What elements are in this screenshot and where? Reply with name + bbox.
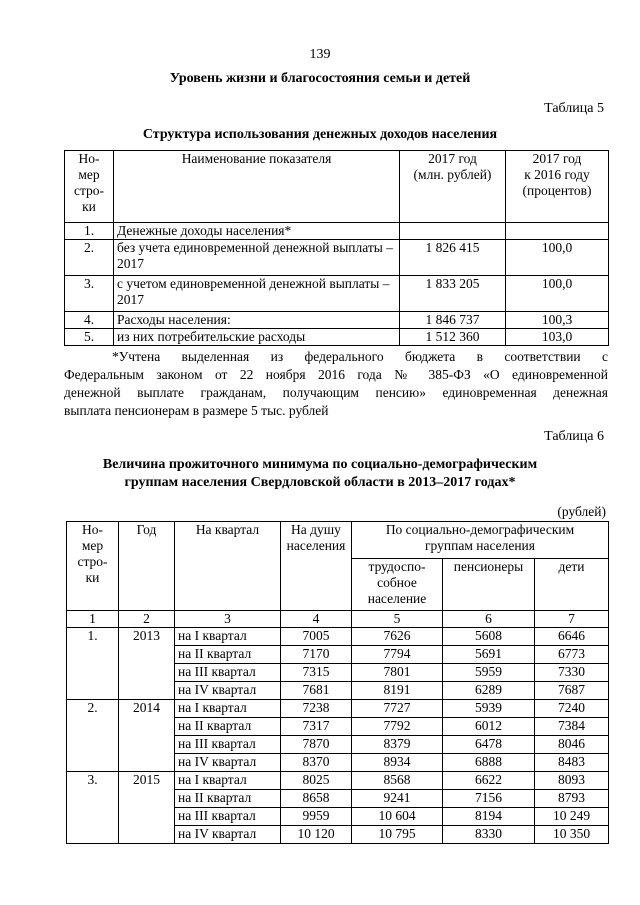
- table5-cell-value: 1 846 737: [400, 312, 506, 329]
- footnote-line: денежной выплате гражданам, получающим пенсию» единовременная денежная: [64, 385, 608, 400]
- table6-cell-per-capita: 10 120: [281, 826, 352, 844]
- table5-header-row: [65, 151, 609, 223]
- table5-cell-value: [400, 223, 506, 240]
- table5-title: Структура использования денежных доходов населения: [142, 127, 498, 142]
- colnum-cell: 5: [352, 611, 443, 628]
- table6-cell-per-capita: 7317: [281, 718, 352, 736]
- table6-header-groups: По социально-демографическим группам населения: [352, 522, 609, 559]
- table5-cell-num: 5.: [65, 329, 114, 346]
- table6-cell-num: 2.: [67, 700, 119, 772]
- table6-cell-children: 7687: [535, 682, 609, 700]
- colnum-cell: 1: [67, 611, 119, 628]
- table6-header-row1: [67, 522, 609, 559]
- table6-cell-per-capita: 7238: [281, 700, 352, 718]
- colnum-cell: 3: [175, 611, 281, 628]
- table5-row: [65, 240, 609, 276]
- table6-cell-children: 6646: [535, 628, 609, 646]
- table5-header-name: Наименование показателя: [114, 151, 400, 223]
- table6-cell-quarter: на IV квартал: [175, 682, 281, 700]
- table6-cell-pensioners: 8194: [443, 808, 535, 826]
- table5-row: [65, 312, 609, 329]
- table6-cell-pensioners: 6888: [443, 754, 535, 772]
- table6-cell-working: 8934: [352, 754, 443, 772]
- table5-cell-num: 3.: [65, 276, 114, 312]
- table6-cell-quarter: на II квартал: [175, 646, 281, 664]
- table6-header-working: трудоспо- собное население: [352, 559, 443, 611]
- table6-cell-working: 9241: [352, 790, 443, 808]
- table5-cell-percent: [506, 223, 609, 240]
- table5-row: [65, 276, 609, 312]
- table6-cell-pensioners: 6289: [443, 682, 535, 700]
- table5-cell-value: 1 826 415: [400, 240, 506, 276]
- table6-header-year: Год: [119, 522, 175, 611]
- table6-cell-per-capita: 9959: [281, 808, 352, 826]
- footnote-line: *Учтена выделенная из федерального бюджета в соответствии с: [112, 349, 608, 364]
- table6-cell-year: 2015: [119, 772, 175, 844]
- table6-cell-pensioners: 7156: [443, 790, 535, 808]
- table6-cell-working: 7727: [352, 700, 443, 718]
- table5-cell-name: из них потребительские расходы: [114, 329, 400, 346]
- table6-cell-quarter: на IV квартал: [175, 826, 281, 844]
- table5-footnote: [64, 348, 608, 420]
- table6-cell-children: 10 350: [535, 826, 609, 844]
- table6-cell-pensioners: 6478: [443, 736, 535, 754]
- table6-cell-children: 6773: [535, 646, 609, 664]
- table6-cell-children: 7384: [535, 718, 609, 736]
- table6-cell-pensioners: 5691: [443, 646, 535, 664]
- footnote-line: Федеральным законом от 22 ноября 2016 года № 385-ФЗ «О единовременной: [64, 367, 608, 382]
- table6-cell-working: 8191: [352, 682, 443, 700]
- table6-cell-quarter: на IV квартал: [175, 754, 281, 772]
- table5-cell-num: 2.: [65, 240, 114, 276]
- table6-cell-per-capita: 7005: [281, 628, 352, 646]
- table6-header-quarter: На квартал: [175, 522, 281, 611]
- table6-header-children: дети: [535, 559, 609, 611]
- table6-cell-children: 8046: [535, 736, 609, 754]
- table6-cell-per-capita: 8025: [281, 772, 352, 790]
- table5-header-col2: 2017 год к 2016 году (процентов): [506, 151, 609, 223]
- table6-row: [67, 700, 609, 718]
- table5: [64, 150, 609, 346]
- table6-header-num: Но- мер стро- ки: [67, 522, 119, 611]
- table5-row: [65, 329, 609, 346]
- table6-row: [67, 772, 609, 790]
- table6-cell-per-capita: 7170: [281, 646, 352, 664]
- table6-cell-quarter: на I квартал: [175, 628, 281, 646]
- colnum-cell: 7: [535, 611, 609, 628]
- table5-cell-value: 1 512 360: [400, 329, 506, 346]
- table6-title-line1: Величина прожиточного минимума по социально-демографическим: [102, 457, 538, 472]
- table6-cell-children: 8483: [535, 754, 609, 772]
- table5-cell-name: без учета единовременной денежной выплаты – 2017: [114, 240, 400, 276]
- table5-cell-percent: 100,3: [506, 312, 609, 329]
- table6-cell-quarter: на II квартал: [175, 718, 281, 736]
- table6-cell-num: 1.: [67, 628, 119, 700]
- table6-cell-working: 7801: [352, 664, 443, 682]
- table6-cell-pensioners: 5959: [443, 664, 535, 682]
- table6-cell-quarter: на I квартал: [175, 772, 281, 790]
- table6-colnum-row: [67, 611, 609, 628]
- table6-cell-working: 10 604: [352, 808, 443, 826]
- table6-cell-working: 7794: [352, 646, 443, 664]
- colnum-cell: 4: [281, 611, 352, 628]
- table5-cell-num: 1.: [65, 223, 114, 240]
- table5-cell-num: 4.: [65, 312, 114, 329]
- table6-cell-per-capita: 8370: [281, 754, 352, 772]
- table6-label: Таблица 6: [544, 429, 604, 444]
- table6-title-line2: группам населения Свердловской области в 2013–2017 годах*: [124, 475, 516, 490]
- table6-cell-children: 8793: [535, 790, 609, 808]
- table5-label: Таблица 5: [544, 101, 604, 116]
- table5-cell-name: Денежные доходы населения*: [114, 223, 400, 240]
- table6-header-per-capita: На душу населения: [281, 522, 352, 611]
- table6-cell-children: 7240: [535, 700, 609, 718]
- table6-cell-year: 2013: [119, 628, 175, 700]
- table6-cell-per-capita: 7315: [281, 664, 352, 682]
- table5-cell-name: Расходы населения:: [114, 312, 400, 329]
- table6-cell-per-capita: 7681: [281, 682, 352, 700]
- table5-header-num: Но- мер стро- ки: [65, 151, 114, 223]
- table6-cell-children: 8093: [535, 772, 609, 790]
- table6-row: [67, 628, 609, 646]
- table6-cell-year: 2014: [119, 700, 175, 772]
- table6-cell-pensioners: 5608: [443, 628, 535, 646]
- table6-cell-working: 8568: [352, 772, 443, 790]
- table5-cell-percent: 100,0: [506, 240, 609, 276]
- table6-cell-quarter: на III квартал: [175, 736, 281, 754]
- colnum-cell: 6: [443, 611, 535, 628]
- table6-cell-working: 10 795: [352, 826, 443, 844]
- table5-header-col1: 2017 год (млн. рублей): [400, 151, 506, 223]
- table6-cell-pensioners: 5939: [443, 700, 535, 718]
- table6-cell-quarter: на III квартал: [175, 808, 281, 826]
- table6-cell-working: 8379: [352, 736, 443, 754]
- table6-cell-num: 3.: [67, 772, 119, 844]
- table5-row: [65, 223, 609, 240]
- table6-cell-pensioners: 6622: [443, 772, 535, 790]
- table5-cell-name: с учетом единовременной денежной выплаты – 2017: [114, 276, 400, 312]
- table5-cell-percent: 100,0: [506, 276, 609, 312]
- table5-cell-percent: 103,0: [506, 329, 609, 346]
- table6-cell-children: 7330: [535, 664, 609, 682]
- table6-cell-quarter: на II квартал: [175, 790, 281, 808]
- table6-cell-working: 7792: [352, 718, 443, 736]
- table6-cell-quarter: на I квартал: [175, 700, 281, 718]
- section-title: Уровень жизни и благосостояния семьи и детей: [169, 71, 471, 86]
- table6-unit: (рублей): [557, 504, 606, 519]
- table6-cell-quarter: на III квартал: [175, 664, 281, 682]
- page-number: 139: [309, 47, 331, 62]
- table6: [66, 521, 609, 844]
- colnum-cell: 2: [119, 611, 175, 628]
- table6-cell-per-capita: 8658: [281, 790, 352, 808]
- table6-cell-per-capita: 7870: [281, 736, 352, 754]
- footnote-line: выплата пенсионерам в размере 5 тыс. рублей: [64, 403, 329, 418]
- table6-cell-pensioners: 6012: [443, 718, 535, 736]
- table5-cell-value: 1 833 205: [400, 276, 506, 312]
- table6-cell-children: 10 249: [535, 808, 609, 826]
- table6-header-pensioners: пенсионеры: [443, 559, 535, 611]
- table6-cell-pensioners: 8330: [443, 826, 535, 844]
- table6-cell-working: 7626: [352, 628, 443, 646]
